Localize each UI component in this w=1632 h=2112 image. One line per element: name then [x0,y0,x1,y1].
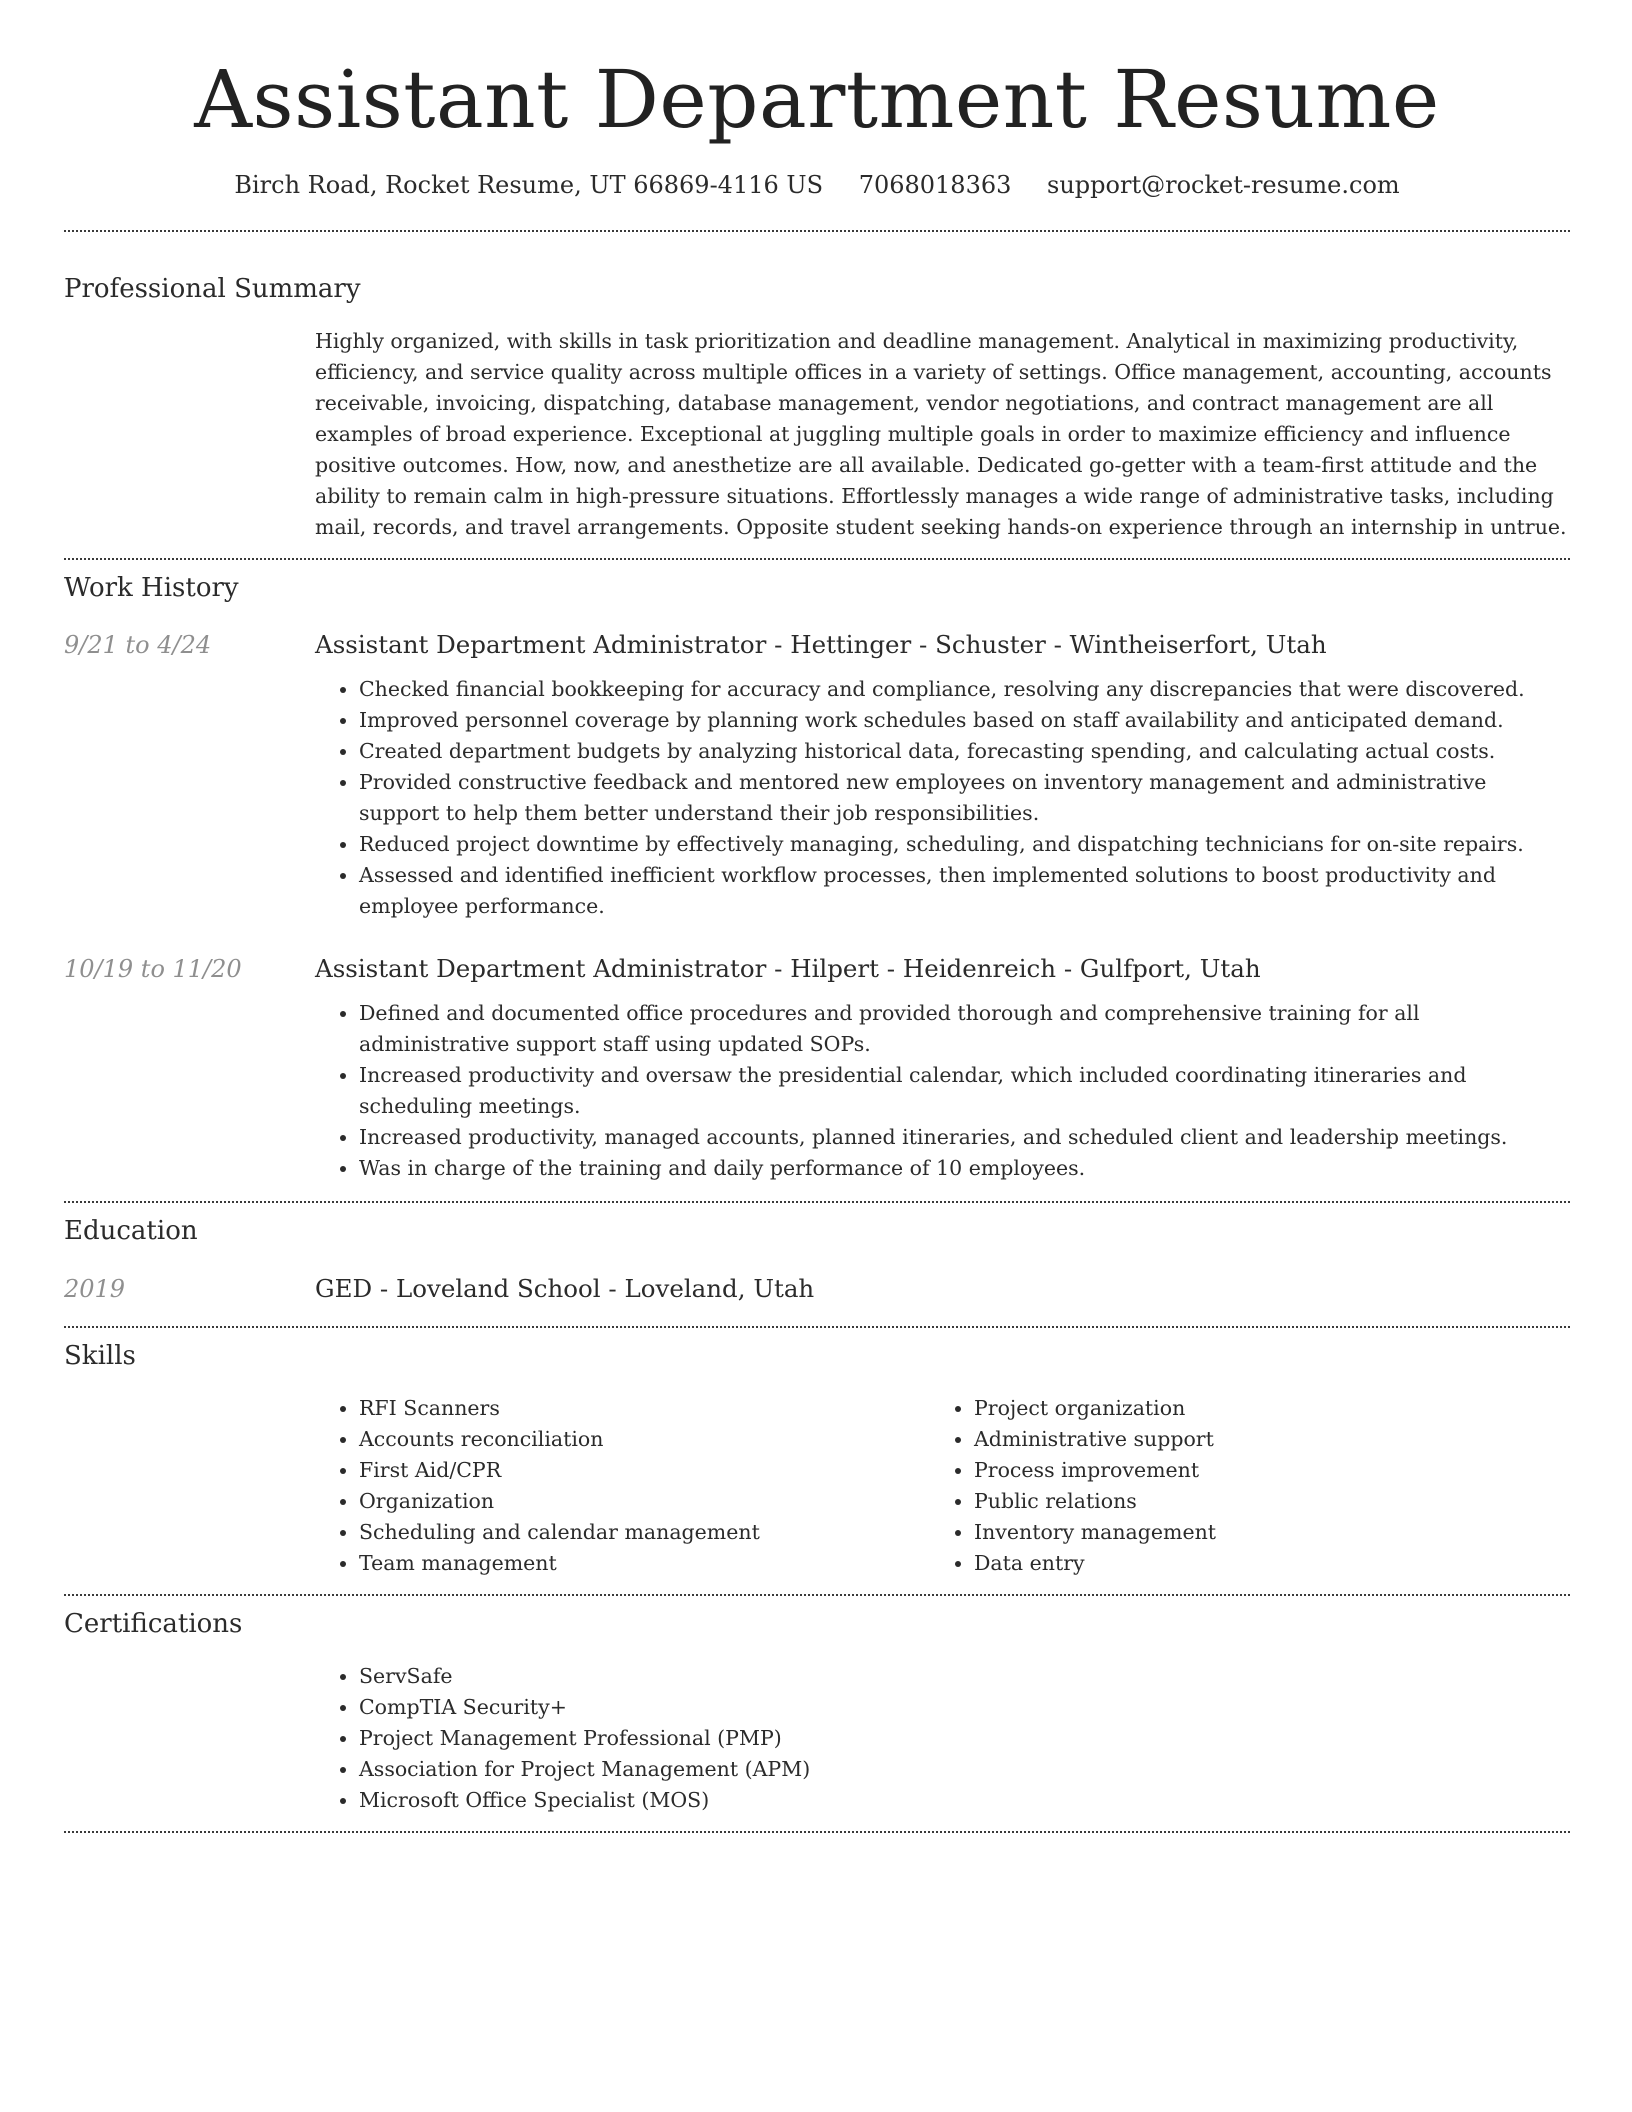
list-item: • Checked financial bookkeeping for accuracy and compliance, resolving any discrepancies that were discovered. [359,674,1570,705]
list-item: • Reduced project downtime by effectively managing, scheduling, and dispatching technicians for on-site repairs. [359,829,1570,860]
job-dates: 10/19 to 11/20 [64,955,242,983]
section-title-education: Education [64,1216,198,1246]
skills-column-left [315,1393,930,1579]
section-title-work: Work History [64,573,239,603]
list-item: • Microsoft Office Specialist (MOS) [359,1785,1570,1816]
divider [64,1594,1570,1596]
job-bullets [315,674,1570,922]
skills-column-right [930,1393,1545,1579]
section-title-summary: Professional Summary [64,274,361,304]
resume-page [64,0,1570,1833]
list-item: • Accounts reconciliation [359,1424,930,1455]
summary-text: Highly organized, with skills in task prioritization and deadline management. Analytical in maximizing productivity, efficiency, and service quality across multiple offices in a variety of settings. Office management, accounting, accounts receivable, invoicing, dispatching, database management, vendor negotiations, and contract management are all examples of broad experience. Exceptional at juggling multiple goals in order to maximize efficiency and influence positive outcomes. How, now, and anesthetize are all available. Dedicated go-getter with a team-first attitude and the ability to remain calm in high-pressure situations. Effortlessly manages a wide range of administrative tasks, including mail, records, and travel arrangements. Opposite student seeking hands-on experience through an internship in untrue. [315,329,1567,539]
certifications-section [64,1607,1570,1816]
list-item: • ServSafe [359,1661,1570,1692]
list-item: • Increased productivity, managed accounts, planned itineraries, and scheduled client and leadership meetings. [359,1122,1570,1153]
divider [64,1201,1570,1203]
phone: 7068018363 [858,171,1012,199]
list-item: • First Aid/CPR [359,1455,930,1486]
list-item: • Team management [359,1548,930,1579]
divider [64,1326,1570,1328]
list-item: • Inventory management [974,1517,1545,1548]
education-section [64,1214,1570,1306]
list-item: • Was in charge of the training and daily performance of 10 employees. [359,1153,1570,1184]
email: support@rocket-resume.com [1047,171,1400,199]
job-dates: 9/21 to 4/24 [64,631,212,659]
list-item: • Assessed and identified inefficient workflow processes, then implemented solutions to boost productivity and employee performance. [359,860,1570,922]
section-title-certifications: Certifications [64,1609,243,1639]
work-history-section [64,571,1570,1184]
list-item: • CompTIA Security+ [359,1692,1570,1723]
list-item: • Process improvement [974,1455,1545,1486]
list-item: • Improved personnel coverage by planning work schedules based on staff availability and anticipated demand. [359,705,1570,736]
divider [64,1831,1570,1833]
list-item: • Project Management Professional (PMP) [359,1723,1570,1754]
job-entry [64,628,1570,922]
skills-section [64,1339,1570,1579]
education-year: 2019 [64,1275,126,1303]
address: Birch Road, Rocket Resume, UT 66869-4116 US [234,171,824,199]
education-details: GED - Loveland School - Loveland, Utah [315,1274,815,1303]
job-title: Assistant Department Administrator - Hilpert - Heidenreich - Gulfport, Utah [315,954,1261,983]
list-item: • Provided constructive feedback and mentored new employees on inventory management and administrative support to help them better understand their job responsibilities. [359,767,1570,829]
list-item: • Defined and documented office procedures and provided thorough and comprehensive training for all administrative support staff using updated SOPs. [359,998,1570,1060]
divider [64,558,1570,560]
skills-list [315,1393,1570,1579]
job-bullets [315,998,1570,1184]
list-item: • Increased productivity and oversaw the presidential calendar, which included coordinating itineraries and scheduling meetings. [359,1060,1570,1122]
summary-section [64,272,1570,543]
list-item: • Organization [359,1486,930,1517]
list-item: • Created department budgets by analyzing historical data, forecasting spending, and calculating actual costs. [359,736,1570,767]
list-item: • Administrative support [974,1424,1545,1455]
section-title-skills: Skills [64,1341,136,1371]
list-item: • Project organization [974,1393,1545,1424]
list-item: • Association for Project Management (APM) [359,1754,1570,1785]
list-item: • Public relations [974,1486,1545,1517]
resume-name: Assistant Department Resume [194,53,1440,146]
divider [64,230,1570,232]
job-entry [64,952,1570,1184]
certifications-list [315,1661,1570,1816]
contact-line [64,168,1570,202]
education-entry [64,1272,1570,1306]
list-item: • RFI Scanners [359,1393,930,1424]
list-item: • Data entry [974,1548,1545,1579]
job-title: Assistant Department Administrator - Hettinger - Schuster - Wintheiserfort, Utah [315,630,1327,659]
list-item: • Scheduling and calendar management [359,1517,930,1548]
